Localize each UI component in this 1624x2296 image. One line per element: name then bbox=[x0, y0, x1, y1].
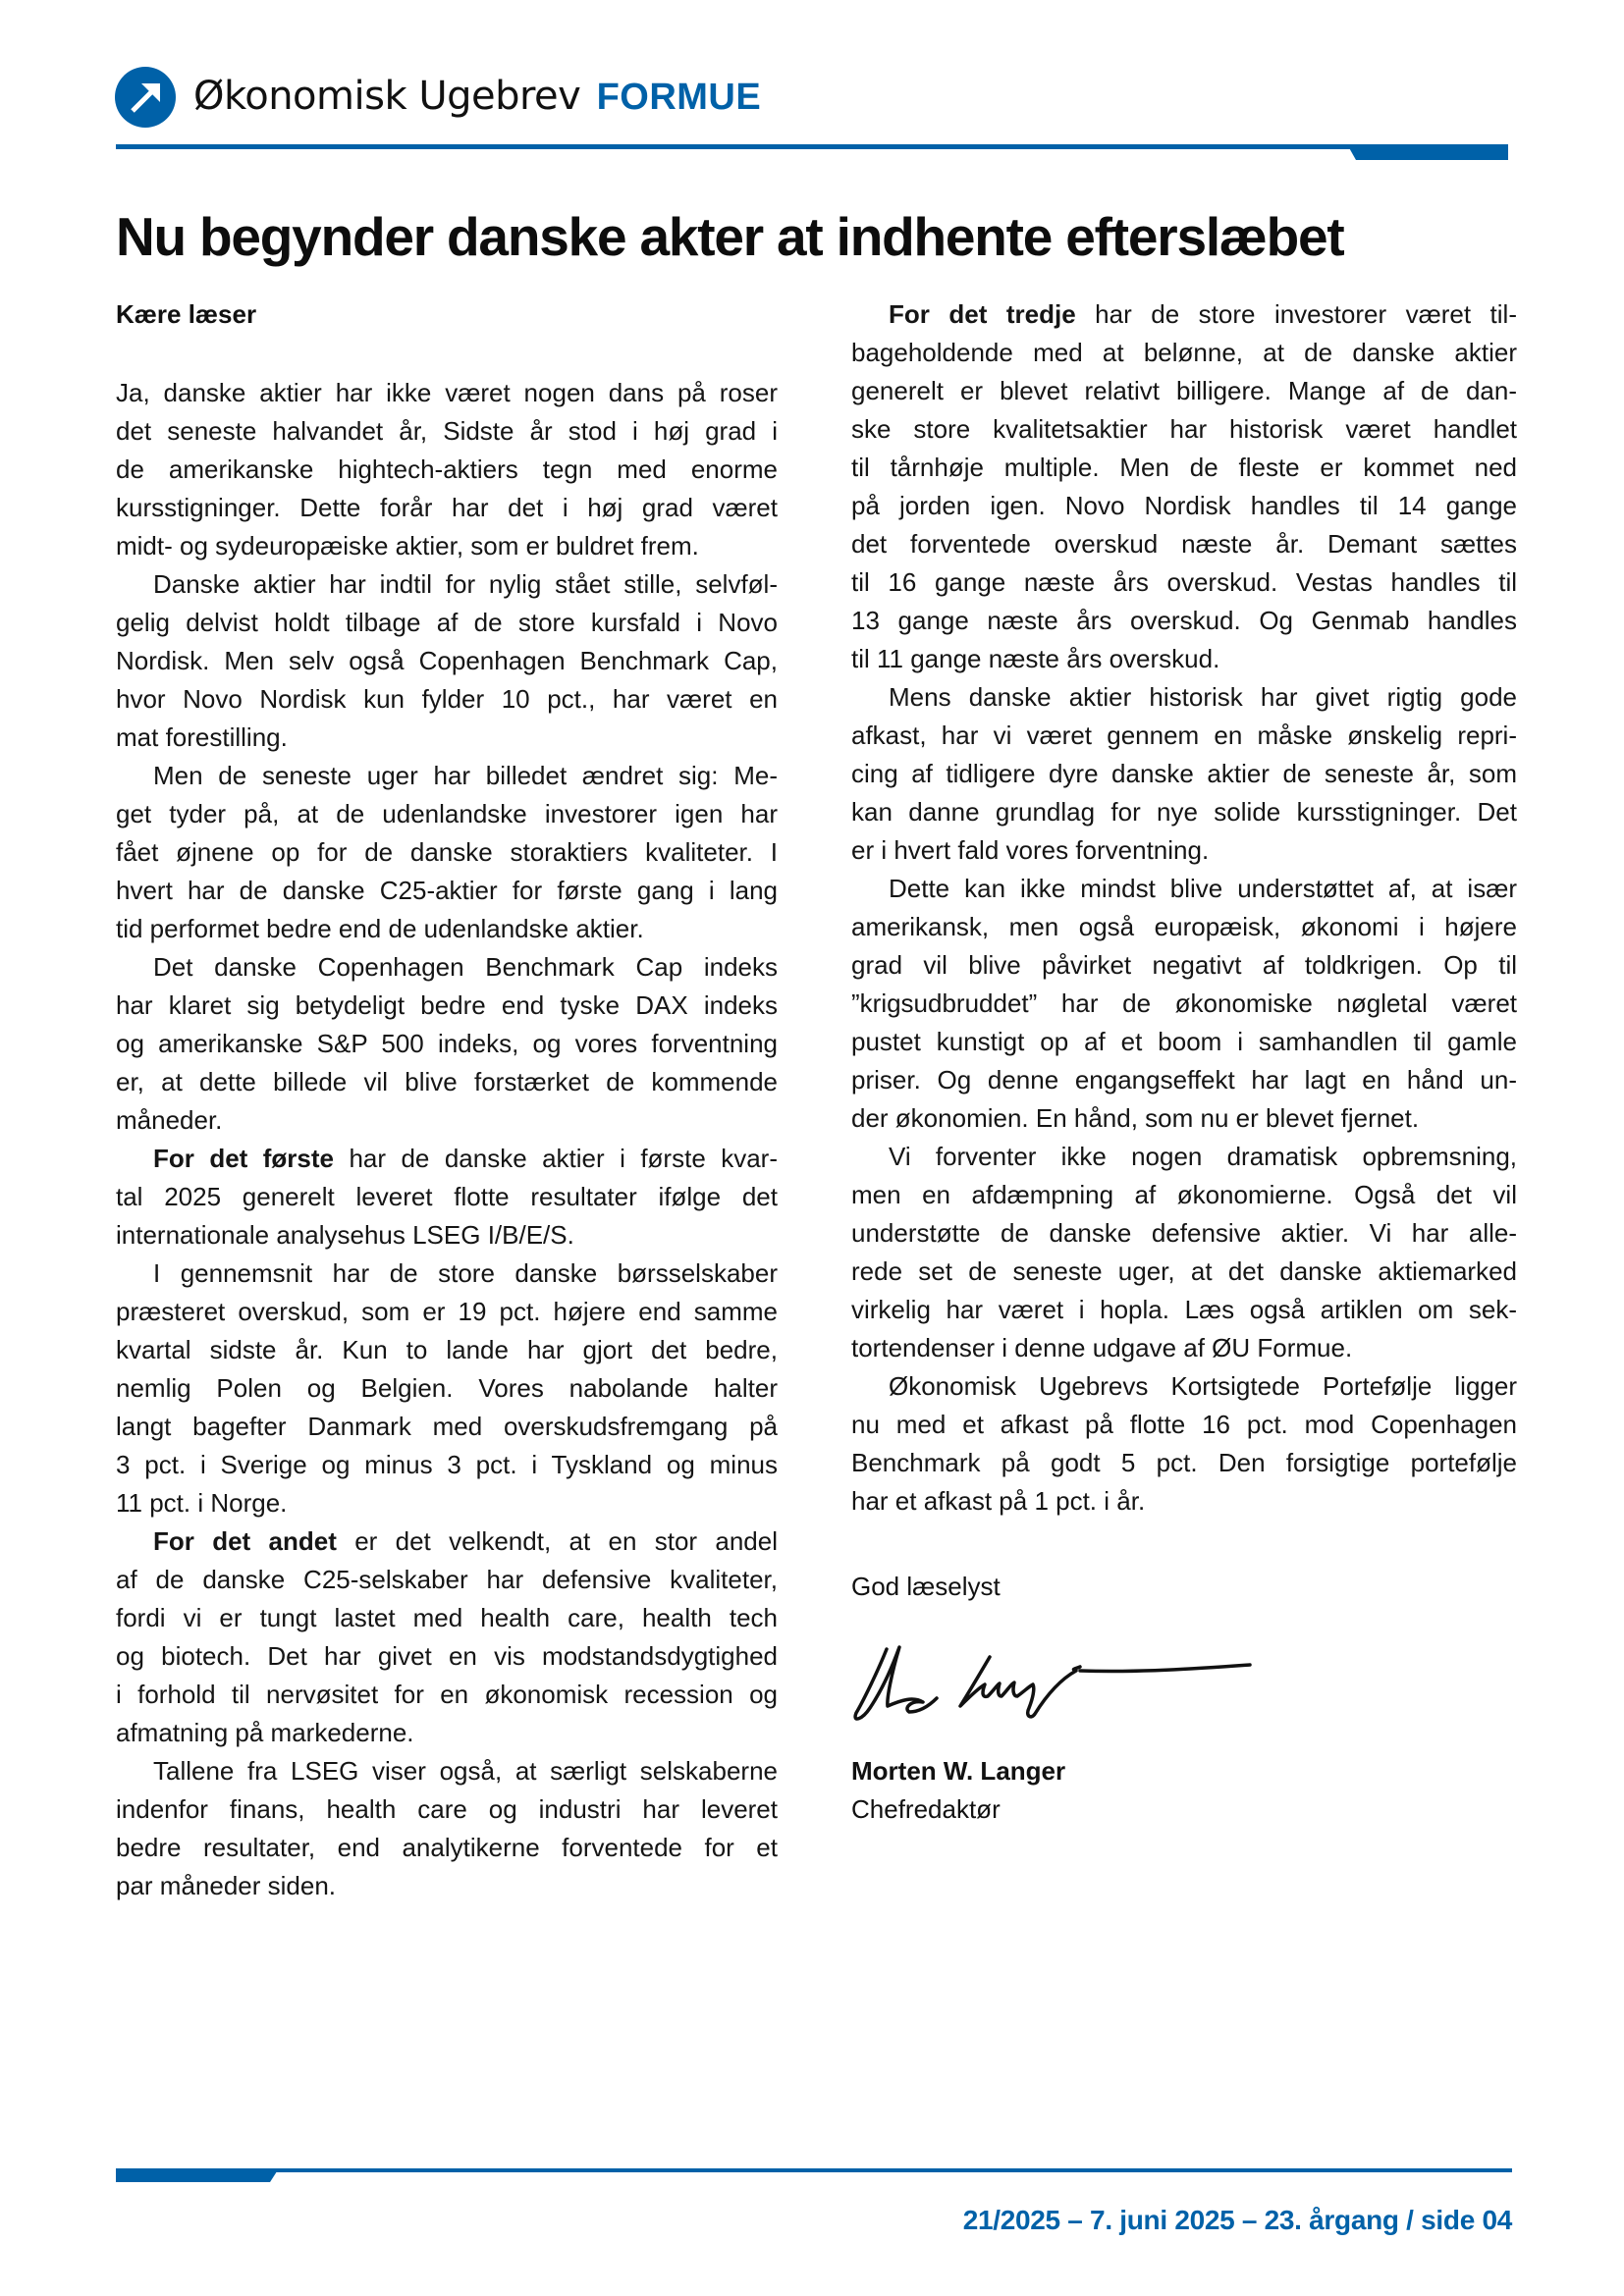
text-line: har klaret sig betydeligt bedre end tyske DAX indeks bbox=[116, 990, 778, 1020]
text-line: fået øjnene op for de danske storaktiers kvaliteter. I bbox=[116, 837, 778, 867]
closing-line: God læselyst bbox=[851, 1572, 1001, 1601]
text-line: Tallene fra LSEG viser også, at særligt selskaberne bbox=[153, 1756, 778, 1786]
text-line: understøtte de danske defensive aktier. Vi har alle- bbox=[851, 1218, 1517, 1248]
signer-title: Chefredaktør bbox=[851, 1794, 1001, 1824]
paragraph-second-point bbox=[116, 1522, 778, 1752]
text-line: midt- og sydeuropæiske aktier, som er buldret frem. bbox=[116, 531, 699, 561]
text-line: præsteret overskud, som er 19 pct. højere end samme bbox=[116, 1297, 778, 1326]
text-line: det seneste halvandet år, Sidste år stod i høj grad i bbox=[116, 416, 778, 446]
text-line: 11 pct. i Norge. bbox=[116, 1488, 288, 1518]
text-line: de amerikanske hightech-aktiers tegn med enorme bbox=[116, 454, 778, 484]
bold-lead: For det tredje bbox=[889, 299, 1076, 329]
paragraph bbox=[116, 757, 778, 948]
paragraph-first-point bbox=[116, 1140, 778, 1255]
text-fragment: er det velkendt, at en stor andel bbox=[336, 1526, 778, 1556]
text-line: Dette kan ikke mindst blive understøttet af, at især bbox=[889, 874, 1517, 903]
text-line: Nordisk. Men selv også Copenhagen Benchmark Cap, bbox=[116, 646, 778, 675]
text-line: cing af tidligere dyre danske aktier de seneste år, som bbox=[851, 759, 1517, 788]
text-line: Økonomisk Ugebrevs Kortsigtede Portefølje ligger bbox=[889, 1371, 1517, 1401]
text-line: til 16 gange næste års overskud. Vestas handles til bbox=[851, 567, 1517, 597]
text-line: kvartal sidste år. Kun to lande har gjort det bedre, bbox=[116, 1335, 778, 1364]
text-line: Benchmark på godt 5 pct. Den forsigtige portefølje bbox=[851, 1448, 1517, 1477]
text-line: til 11 gange næste års overskud. bbox=[851, 644, 1220, 673]
paragraph bbox=[116, 565, 778, 757]
right-column bbox=[851, 295, 1517, 1521]
text-line: 13 gange næste års overskud. Og Genmab handles bbox=[851, 606, 1517, 635]
paragraph bbox=[116, 374, 778, 565]
issue-info: 21/2025 – 7. juni 2025 – 23. årgang / side 04 bbox=[962, 2205, 1512, 2235]
text-line bbox=[851, 295, 1517, 334]
text-line: kursstigninger. Dette forår har det i høj grad været bbox=[116, 493, 778, 522]
text-line: og amerikanske S&P 500 indeks, og vores forventning bbox=[116, 1029, 778, 1058]
brand-section: FORMUE bbox=[596, 77, 762, 118]
text-line: nu med et afkast på flotte 16 pct. mod Copenhagen bbox=[851, 1410, 1517, 1439]
text-line: og biotech. Det har givet en vis modstandsdygtighed bbox=[116, 1641, 778, 1671]
text-line: Mens danske aktier historisk har givet rigtig gode bbox=[889, 682, 1517, 712]
text-line: Vi forventer ikke nogen dramatisk opbremsning, bbox=[889, 1142, 1517, 1171]
footer-divider bbox=[275, 2168, 1512, 2172]
text-line: hvor Novo Nordisk kun fylder 10 pct., har været en bbox=[116, 684, 778, 714]
text-line: til tårnhøje multiple. Men de fleste er kommet ned bbox=[851, 453, 1517, 482]
text-line: mat forestilling. bbox=[116, 722, 288, 752]
text-line: bedre resultater, end analytikerne forventede for et bbox=[116, 1833, 778, 1862]
publication-brand bbox=[193, 73, 761, 121]
text-fragment: har de danske aktier i første kvar- bbox=[334, 1144, 778, 1173]
text-line: pustet kunstigt op af et boom i samhandlen til gamle bbox=[851, 1027, 1517, 1056]
text-line: bageholdende med at belønne, at de danske aktier bbox=[851, 338, 1517, 367]
text-line: get tyder på, at de udenlandske investorer igen har bbox=[116, 799, 778, 828]
paragraph bbox=[851, 1138, 1517, 1367]
footer-divider-accent bbox=[116, 2168, 279, 2182]
text-line: afkast, har vi været gennem en måske ønskelig repri- bbox=[851, 721, 1517, 750]
text-line: det forventede overskud næste år. Demant sættes bbox=[851, 529, 1517, 559]
text-line: har et afkast på 1 pct. i år. bbox=[851, 1486, 1146, 1516]
paragraph bbox=[851, 870, 1517, 1138]
bold-lead: For det første bbox=[153, 1144, 334, 1173]
text-line: langt bagefter Danmark med overskudsfremgang på bbox=[116, 1412, 778, 1441]
text-line: grad vil blive påvirket negativt af toldkrigen. Op til bbox=[851, 950, 1517, 980]
text-line: ske store kvalitetsaktier har historisk været handlet bbox=[851, 414, 1517, 444]
header-divider-accent bbox=[1347, 144, 1508, 160]
logo-arrow-icon bbox=[115, 67, 176, 128]
text-line: virkelig har været i hopla. Læs også artiklen om sek- bbox=[851, 1295, 1517, 1324]
text-line bbox=[116, 1522, 778, 1561]
brand-name: Økonomisk Ugebrev bbox=[193, 74, 581, 119]
text-line: ”krigsudbruddet” har de økonomiske nøgletal været bbox=[851, 988, 1517, 1018]
arrow-up-right-icon bbox=[115, 67, 176, 128]
paragraph bbox=[116, 1255, 778, 1522]
paragraph bbox=[851, 1367, 1517, 1521]
text-line: er, at dette billede vil blive forstærket de kommende bbox=[116, 1067, 778, 1096]
text-line: Men de seneste uger har billedet ændret sig: Me- bbox=[153, 761, 778, 790]
text-line: tid performet bedre end de udenlandske aktier. bbox=[116, 914, 644, 943]
bold-lead: For det andet bbox=[153, 1526, 337, 1556]
text-line: fordi vi er tungt lastet med health care, health tech bbox=[116, 1603, 778, 1632]
text-line: gelig delvist holdt tilbage af de store kursfald i Novo bbox=[116, 608, 778, 637]
text-line: men en afdæmpning af økonomierne. Også det vil bbox=[851, 1180, 1517, 1209]
text-line: Danske aktier har indtil for nylig stået stille, selvføl- bbox=[153, 569, 778, 599]
text-line: tal 2025 generelt leveret flotte resultater ifølge det bbox=[116, 1182, 778, 1211]
text-line: hvert har de danske C25-aktier for første gang i lang bbox=[116, 876, 778, 905]
signer-name: Morten W. Langer bbox=[851, 1756, 1066, 1786]
text-line: der økonomien. En hånd, som nu er blevet fjernet. bbox=[851, 1103, 1420, 1133]
paragraph-third-point bbox=[851, 295, 1517, 678]
text-line: af de danske C25-selskaber har defensive kvaliteter, bbox=[116, 1565, 778, 1594]
paragraph bbox=[851, 678, 1517, 870]
text-line: Ja, danske aktier har ikke været nogen dans på roser bbox=[116, 378, 778, 407]
text-line: er i hvert fald vores forventning. bbox=[851, 835, 1210, 865]
article-title: Nu begynder danske akter at indhente efterslæbet bbox=[116, 206, 1344, 267]
text-line: tortendenser i denne udgave af ØU Formue. bbox=[851, 1333, 1353, 1362]
text-line: Det danske Copenhagen Benchmark Cap indeks bbox=[153, 952, 778, 982]
text-line: indenfor finans, health care og industri har leveret bbox=[116, 1794, 778, 1824]
text-line: i forhold til nervøsitet for en økonomisk recession og bbox=[116, 1680, 778, 1709]
text-line: par måneder siden. bbox=[116, 1871, 337, 1900]
text-line: amerikansk, men også europæisk, økonomi i højere bbox=[851, 912, 1517, 941]
text-line: I gennemsnit har de store danske børsselskaber bbox=[153, 1258, 778, 1288]
text-fragment: har de store investorer været til- bbox=[1075, 299, 1517, 329]
text-line bbox=[116, 1140, 778, 1178]
signature-icon bbox=[852, 1629, 1265, 1737]
left-column bbox=[116, 374, 778, 1905]
text-line: internationale analysehus LSEG I/B/E/S. bbox=[116, 1220, 574, 1250]
greeting: Kære læser bbox=[116, 299, 257, 329]
text-line: på jorden igen. Novo Nordisk handles til 14 gange bbox=[851, 491, 1517, 520]
paragraph bbox=[116, 1752, 778, 1905]
text-line: priser. Og denne engangseffekt har lagt en hånd un- bbox=[851, 1065, 1517, 1095]
text-line: måneder. bbox=[116, 1105, 223, 1135]
text-line: nemlig Polen og Belgien. Vores nabolande halter bbox=[116, 1373, 778, 1403]
text-line: afmatning på markederne. bbox=[116, 1718, 414, 1747]
paragraph bbox=[116, 948, 778, 1140]
header-divider bbox=[116, 144, 1471, 149]
text-line: generelt er blevet relativt billigere. Mange af de dan- bbox=[851, 376, 1517, 405]
text-line: rede set de seneste uger, at det danske aktiemarked bbox=[851, 1256, 1517, 1286]
text-line: kan danne grundlag for nye solide kursstigninger. Det bbox=[851, 797, 1517, 827]
text-line: 3 pct. i Sverige og minus 3 pct. i Tyskland og minus bbox=[116, 1450, 778, 1479]
